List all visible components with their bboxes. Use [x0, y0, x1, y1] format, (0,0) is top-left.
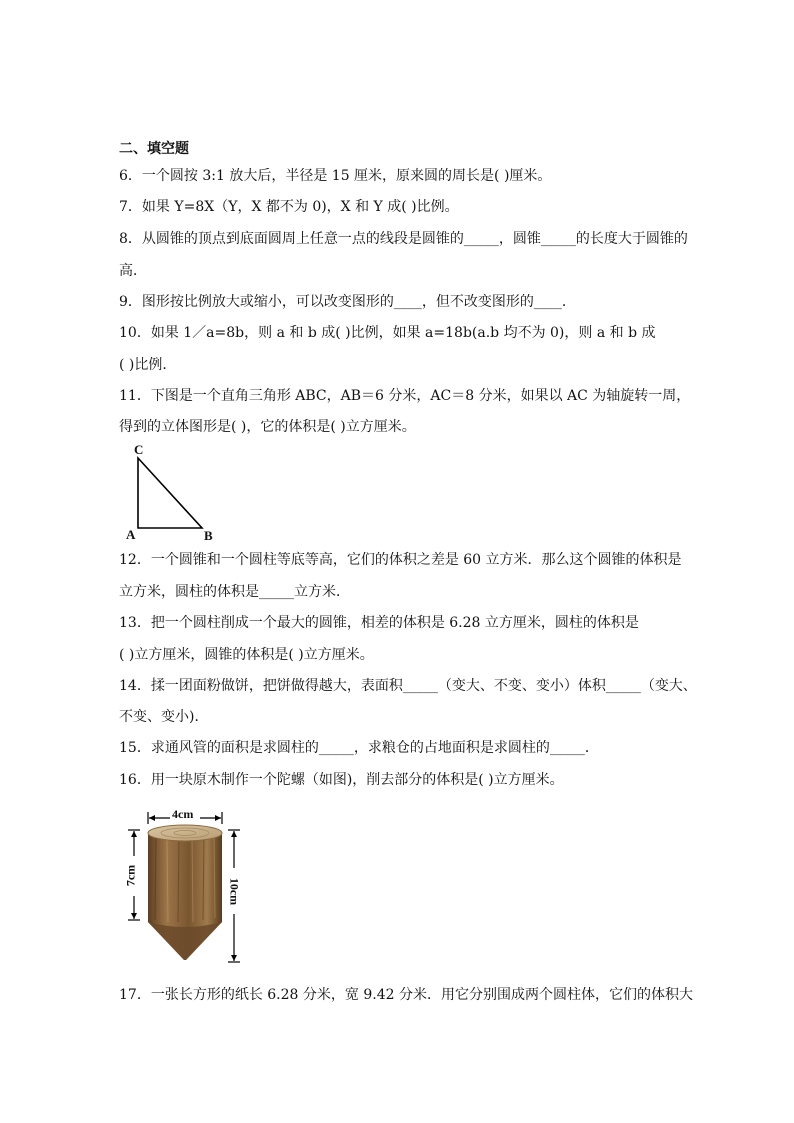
- question-9: 9．图形按比例放大或缩小，可以改变图形的____，但不改变图形的____．: [119, 294, 576, 310]
- left-height-arrowhead-bottom: [131, 913, 137, 919]
- question-10-line-2: ( )比例．: [119, 357, 177, 373]
- question-15: 15．求通风管的面积是求圆柱的_____，求粮仓的占地面积是求圆柱的_____．: [119, 740, 599, 756]
- question-11-line-1: 11．下图是一个直角三角形 ABC，AB＝6 分米，AC＝8 分米，如果以 AC 为轴旋转一周，: [119, 388, 691, 404]
- log-figure: [122, 804, 252, 970]
- left-height-arrowhead-top: [131, 831, 137, 837]
- question-13-line-2: ( )立方厘米，圆锥的体积是( )立方厘米。: [119, 647, 374, 663]
- question-12-line-1: 12．一个圆锥和一个圆柱等底等高，它们的体积之差是 60 立方米．那么这个圆锥的体积是: [119, 552, 682, 568]
- question-13-line-1: 13．把一个圆柱削成一个最大的圆锥，相差的体积是 6.28 立方厘米，圆柱的体积是: [119, 615, 639, 631]
- vertex-label-c: C: [134, 442, 144, 457]
- question-10-line-1: 10．如果 1／a=8b，则 a 和 b 成( )比例，如果 a=18b(a.b 均不为 0)，则 a 和 b 成: [119, 325, 656, 341]
- question-11-line-2: 得到的立体图形是( )，它的体积是( )立方厘米。: [119, 419, 416, 435]
- question-12-line-2: 立方米，圆柱的体积是_____立方米．: [119, 584, 350, 600]
- question-16: 16．用一块原木制作一个陀螺（如图)，削去部分的体积是( )立方厘米。: [119, 772, 564, 788]
- triangle-figure: [124, 442, 224, 544]
- question-6: 6．一个圆按 3:1 放大后，半径是 15 厘米，原来圆的周长是( )厘米。: [119, 168, 552, 184]
- right-height-arrowhead-bottom: [231, 955, 237, 961]
- right-height-arrowhead-top: [231, 831, 237, 837]
- log-top-face: [148, 825, 222, 841]
- triangle-shape: [138, 458, 202, 528]
- question-8-line-2: 高．: [119, 263, 147, 279]
- vertex-label-a: A: [126, 527, 136, 542]
- left-height-label: 7cm: [123, 864, 138, 887]
- log-cone-tip: [148, 922, 222, 960]
- question-8-line-1: 8．从圆锥的顶点到底面圆周上任意一点的线段是圆锥的_____，圆锥_____的长度大于圆锥的: [119, 231, 688, 247]
- width-arrowhead-right: [215, 815, 221, 821]
- section-title: 二、填空题: [119, 141, 189, 157]
- width-arrowhead-left: [149, 815, 155, 821]
- vertex-label-b: B: [204, 528, 213, 543]
- question-14-line-2: 不变、变小)．: [119, 709, 209, 725]
- right-height-label: 10cm: [227, 877, 242, 906]
- question-17: 17．一张长方形的纸长 6.28 分米，宽 9.42 分米．用它分别围成两个圆柱体，它们的体积大: [119, 987, 693, 1003]
- question-14-line-1: 14．揉一团面粉做饼，把饼做得越大，表面积_____（变大、不变、变小）体积_____（变大、: [119, 678, 697, 694]
- question-7: 7．如果 Y=8X（Y，X 都不为 0)，X 和 Y 成( )比例。: [119, 199, 459, 215]
- width-label: 4cm: [172, 807, 194, 821]
